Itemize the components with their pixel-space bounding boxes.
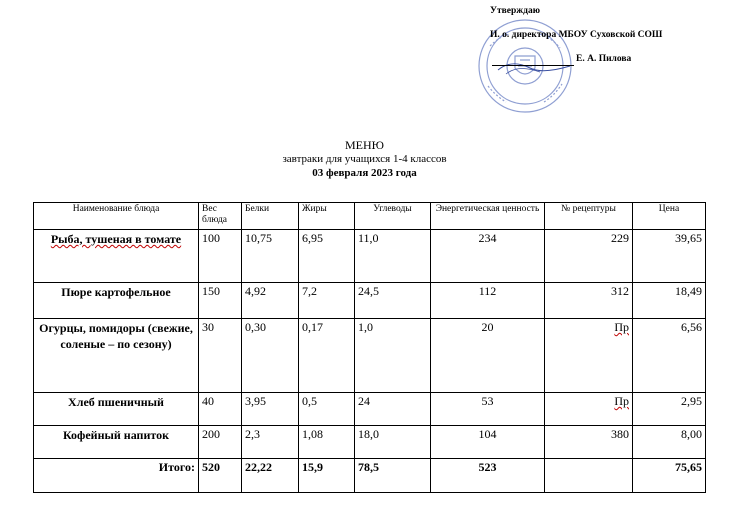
table-row: [34, 230, 706, 283]
table-row: [34, 426, 706, 459]
dish-recipe: Пр: [545, 319, 633, 393]
dish-price: 2,95: [633, 393, 706, 426]
dish-carbs: 24,5: [355, 283, 431, 319]
total-protein: 22,22: [242, 459, 299, 493]
dish-energy: 53: [431, 393, 545, 426]
total-carbs: 78,5: [355, 459, 431, 493]
dish-fat: 6,95: [299, 230, 355, 283]
table-row: [34, 393, 706, 426]
dish-price: 8,00: [633, 426, 706, 459]
total-weight: 520: [199, 459, 242, 493]
total-recipe: [545, 459, 633, 493]
column-header-carbs: Углеводы: [355, 203, 431, 230]
dish-name: Хлеб пшеничный: [34, 393, 199, 426]
dish-protein: 4,92: [242, 283, 299, 319]
dish-energy: 20: [431, 319, 545, 393]
total-row: [34, 459, 706, 493]
dish-recipe: Пр: [545, 393, 633, 426]
dish-protein: 0,30: [242, 319, 299, 393]
dish-price: 18,49: [633, 283, 706, 319]
total-label: Итого:: [34, 459, 199, 493]
dish-carbs: 18,0: [355, 426, 431, 459]
dish-name: Рыба, тушеная в томате: [34, 230, 199, 283]
column-header-price: Цена: [633, 203, 706, 230]
dish-name: Огурцы, помидоры (свежие, соленые – по сезону): [34, 319, 199, 393]
approval-name: Е. А. Пилова: [576, 54, 632, 64]
page-subtitle: завтраки для учащихся 1-4 классов: [282, 153, 447, 165]
total-price: 75,65: [633, 459, 706, 493]
column-header-protein: Белки: [242, 203, 299, 230]
dish-price: 6,56: [633, 319, 706, 393]
dish-weight: 200: [199, 426, 242, 459]
dish-name: Кофейный напиток: [34, 426, 199, 459]
menu-table: [33, 202, 706, 493]
column-header-weight: Вес блюда: [199, 203, 242, 230]
dish-weight: 150: [199, 283, 242, 319]
dish-fat: 1,08: [299, 426, 355, 459]
dish-energy: 112: [431, 283, 545, 319]
dish-energy: 234: [431, 230, 545, 283]
dish-weight: 100: [199, 230, 242, 283]
dish-weight: 30: [199, 319, 242, 393]
dish-protein: 3,95: [242, 393, 299, 426]
approval-label: Утверждаю: [490, 6, 540, 16]
menu-date: 03 февраля 2023 года: [312, 167, 417, 179]
dish-energy: 104: [431, 426, 545, 459]
signature-line: [492, 65, 574, 66]
dish-carbs: 1,0: [355, 319, 431, 393]
column-header-recipe: № рецептуры: [545, 203, 633, 230]
column-header-name: Наименование блюда: [34, 203, 199, 230]
dish-carbs: 24: [355, 393, 431, 426]
dish-name: Пюре картофельное: [34, 283, 199, 319]
approval-block: [470, 4, 720, 116]
page-title: МЕНЮ: [345, 138, 384, 152]
table-row: [34, 319, 706, 393]
dish-price: 39,65: [633, 230, 706, 283]
dish-recipe: 229: [545, 230, 633, 283]
column-header-energy: Энергетическая ценность: [431, 203, 545, 230]
table-row: [34, 283, 706, 319]
dish-fat: 0,17: [299, 319, 355, 393]
dish-carbs: 11,0: [355, 230, 431, 283]
table-header-row: [34, 203, 706, 230]
approval-position: И. о. директора МБОУ Суховской СОШ: [490, 30, 663, 40]
dish-fat: 0,5: [299, 393, 355, 426]
dish-protein: 2,3: [242, 426, 299, 459]
total-energy: 523: [431, 459, 545, 493]
document-header: [0, 138, 729, 180]
column-header-fat: Жиры: [299, 203, 355, 230]
dish-protein: 10,75: [242, 230, 299, 283]
dish-weight: 40: [199, 393, 242, 426]
dish-recipe: 380: [545, 426, 633, 459]
dish-recipe: 312: [545, 283, 633, 319]
total-fat: 15,9: [299, 459, 355, 493]
dish-fat: 7,2: [299, 283, 355, 319]
